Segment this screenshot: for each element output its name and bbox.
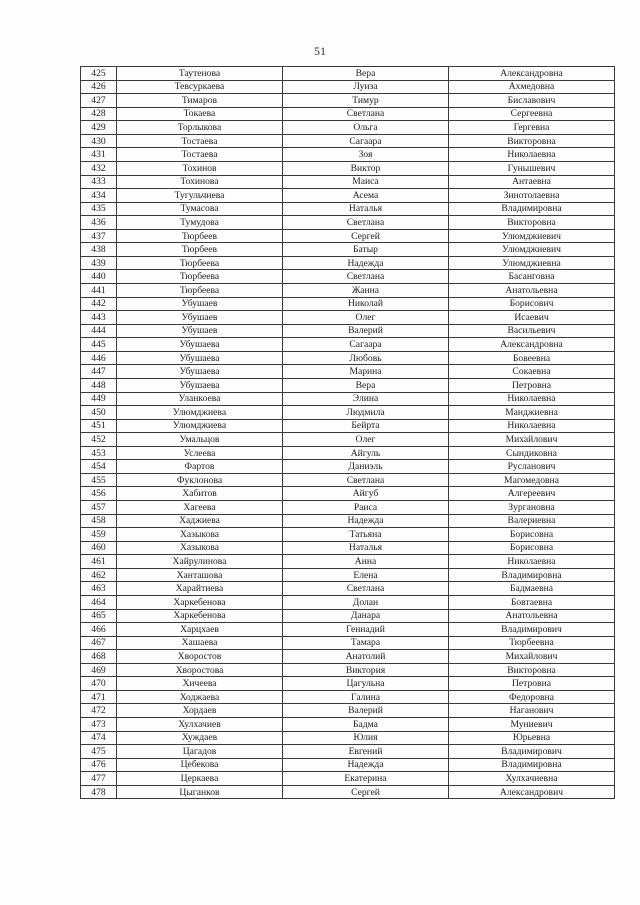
row-number-cell: 443 <box>81 311 117 325</box>
first-name-cell: Айгуб <box>283 487 449 501</box>
surname-cell: Цебекова <box>117 758 283 772</box>
row-number-cell: 445 <box>81 338 117 352</box>
patronymic-cell: Русланович <box>449 460 615 474</box>
patronymic-cell: Бовеевна <box>449 351 615 365</box>
row-number-cell: 447 <box>81 365 117 379</box>
surname-cell: Хашаева <box>117 636 283 650</box>
first-name-cell: Надежда <box>283 514 449 528</box>
row-number-cell: 432 <box>81 161 117 175</box>
first-name-cell: Геннадий <box>283 623 449 637</box>
table-row <box>81 745 615 759</box>
table-row <box>81 229 615 243</box>
patronymic-cell: Басанговна <box>449 270 615 284</box>
row-number-cell: 425 <box>81 67 117 81</box>
row-number-cell: 468 <box>81 650 117 664</box>
patronymic-cell: Ахмедовна <box>449 80 615 94</box>
table-row <box>81 121 615 135</box>
table-row <box>81 107 615 121</box>
surname-cell: Тугульчиева <box>117 189 283 203</box>
patronymic-cell: Юрьевна <box>449 731 615 745</box>
first-name-cell: Наталья <box>283 202 449 216</box>
first-name-cell: Светлана <box>283 107 449 121</box>
surname-cell: Хагеева <box>117 501 283 515</box>
row-number-cell: 469 <box>81 663 117 677</box>
table-row <box>81 338 615 352</box>
surname-cell: Хазыкова <box>117 528 283 542</box>
patronymic-cell: Улюмджиевич <box>449 229 615 243</box>
surname-cell: Хичеева <box>117 677 283 691</box>
first-name-cell: Виктор <box>283 161 449 175</box>
row-number-cell: 435 <box>81 202 117 216</box>
surname-cell: Цыганков <box>117 785 283 799</box>
table-row <box>81 216 615 230</box>
first-name-cell: Сергей <box>283 229 449 243</box>
patronymic-cell: Сокаевна <box>449 365 615 379</box>
first-name-cell: Сагаара <box>283 338 449 352</box>
table-row <box>81 677 615 691</box>
row-number-cell: 475 <box>81 745 117 759</box>
row-number-cell: 426 <box>81 80 117 94</box>
table-row <box>81 487 615 501</box>
first-name-cell: Олег <box>283 433 449 447</box>
patronymic-cell: Владимировна <box>449 202 615 216</box>
row-number-cell: 470 <box>81 677 117 691</box>
surname-cell: Таутенова <box>117 67 283 81</box>
table-row <box>81 392 615 406</box>
roster-table-body <box>81 67 615 799</box>
surname-cell: Тумудова <box>117 216 283 230</box>
patronymic-cell: Улюмджиевич <box>449 243 615 257</box>
surname-cell: Хордаев <box>117 704 283 718</box>
first-name-cell: Айгуль <box>283 446 449 460</box>
surname-cell: Хуждаев <box>117 731 283 745</box>
first-name-cell: Бейрта <box>283 419 449 433</box>
surname-cell: Харцхаев <box>117 623 283 637</box>
first-name-cell: Сергей <box>283 785 449 799</box>
table-row <box>81 351 615 365</box>
table-row <box>81 785 615 799</box>
table-row <box>81 473 615 487</box>
surname-cell: Харкебенова <box>117 595 283 609</box>
patronymic-cell: Анатольевна <box>449 284 615 298</box>
table-row <box>81 690 615 704</box>
table-row <box>81 270 615 284</box>
table-row <box>81 758 615 772</box>
first-name-cell: Елена <box>283 568 449 582</box>
first-name-cell: Светлана <box>283 216 449 230</box>
first-name-cell: Людмила <box>283 406 449 420</box>
first-name-cell: Даниэль <box>283 460 449 474</box>
row-number-cell: 453 <box>81 446 117 460</box>
surname-cell: Цагадов <box>117 745 283 759</box>
patronymic-cell: Борисович <box>449 297 615 311</box>
surname-cell: Тевсуркаева <box>117 80 283 94</box>
row-number-cell: 437 <box>81 229 117 243</box>
row-number-cell: 455 <box>81 473 117 487</box>
patronymic-cell: Борисовна <box>449 541 615 555</box>
patronymic-cell: Викторовна <box>449 216 615 230</box>
surname-cell: Убушаева <box>117 365 283 379</box>
patronymic-cell: Александровна <box>449 338 615 352</box>
row-number-cell: 460 <box>81 541 117 555</box>
first-name-cell: Надежда <box>283 758 449 772</box>
first-name-cell: Анна <box>283 555 449 569</box>
patronymic-cell: Петровна <box>449 378 615 392</box>
table-row <box>81 202 615 216</box>
table-row <box>81 460 615 474</box>
first-name-cell: Валерий <box>283 324 449 338</box>
first-name-cell: Маиса <box>283 175 449 189</box>
surname-cell: Тумасова <box>117 202 283 216</box>
patronymic-cell: Муниевич <box>449 718 615 732</box>
table-row <box>81 284 615 298</box>
patronymic-cell: Бадмаевна <box>449 582 615 596</box>
row-number-cell: 433 <box>81 175 117 189</box>
patronymic-cell: Викторовна <box>449 134 615 148</box>
first-name-cell: Раиса <box>283 501 449 515</box>
table-row <box>81 582 615 596</box>
patronymic-cell: Николаевна <box>449 148 615 162</box>
table-row <box>81 134 615 148</box>
first-name-cell: Цагульна <box>283 677 449 691</box>
surname-cell: Торлыкова <box>117 121 283 135</box>
patronymic-cell: Анатольевна <box>449 609 615 623</box>
patronymic-cell: Николаевна <box>449 555 615 569</box>
surname-cell: Харайтиева <box>117 582 283 596</box>
row-number-cell: 466 <box>81 623 117 637</box>
patronymic-cell: Михайлович <box>449 433 615 447</box>
table-row <box>81 623 615 637</box>
row-number-cell: 451 <box>81 419 117 433</box>
first-name-cell: Олег <box>283 311 449 325</box>
table-row <box>81 772 615 786</box>
first-name-cell: Марина <box>283 365 449 379</box>
surname-cell: Убушаев <box>117 324 283 338</box>
patronymic-cell: Хулхачиевна <box>449 772 615 786</box>
patronymic-cell: Николаевна <box>449 419 615 433</box>
surname-cell: Тюрбеев <box>117 243 283 257</box>
row-number-cell: 476 <box>81 758 117 772</box>
patronymic-cell: Антаевна <box>449 175 615 189</box>
patronymic-cell: Тюрбеевна <box>449 636 615 650</box>
table-row <box>81 419 615 433</box>
surname-cell: Фуклонова <box>117 473 283 487</box>
patronymic-cell: Зинотолаевна <box>449 189 615 203</box>
row-number-cell: 477 <box>81 772 117 786</box>
surname-cell: Убушаева <box>117 378 283 392</box>
first-name-cell: Батыр <box>283 243 449 257</box>
first-name-cell: Татьяна <box>283 528 449 542</box>
row-number-cell: 444 <box>81 324 117 338</box>
first-name-cell: Светлана <box>283 270 449 284</box>
row-number-cell: 427 <box>81 94 117 108</box>
table-row <box>81 406 615 420</box>
first-name-cell: Светлана <box>283 473 449 487</box>
row-number-cell: 434 <box>81 189 117 203</box>
table-row <box>81 324 615 338</box>
patronymic-cell: Борисовна <box>449 528 615 542</box>
table-row <box>81 175 615 189</box>
patronymic-cell: Викторовна <box>449 663 615 677</box>
table-row <box>81 243 615 257</box>
row-number-cell: 438 <box>81 243 117 257</box>
row-number-cell: 450 <box>81 406 117 420</box>
first-name-cell: Галина <box>283 690 449 704</box>
table-row <box>81 663 615 677</box>
surname-cell: Хулхачиев <box>117 718 283 732</box>
surname-cell: Убушаева <box>117 351 283 365</box>
row-number-cell: 442 <box>81 297 117 311</box>
table-row <box>81 365 615 379</box>
patronymic-cell: Владимирович <box>449 623 615 637</box>
table-row <box>81 433 615 447</box>
surname-cell: Улюмджиева <box>117 406 283 420</box>
surname-cell: Убушаев <box>117 311 283 325</box>
surname-cell: Хворостова <box>117 663 283 677</box>
table-row <box>81 161 615 175</box>
patronymic-cell: Наганович <box>449 704 615 718</box>
first-name-cell: Валерий <box>283 704 449 718</box>
row-number-cell: 463 <box>81 582 117 596</box>
first-name-cell: Элина <box>283 392 449 406</box>
table-row <box>81 650 615 664</box>
surname-cell: Уланкоева <box>117 392 283 406</box>
surname-cell: Тюрбеев <box>117 229 283 243</box>
surname-cell: Улюмджиева <box>117 419 283 433</box>
patronymic-cell: Зургановна <box>449 501 615 515</box>
first-name-cell: Вера <box>283 67 449 81</box>
row-number-cell: 457 <box>81 501 117 515</box>
first-name-cell: Сагаара <box>283 134 449 148</box>
row-number-cell: 474 <box>81 731 117 745</box>
surname-cell: Хворостов <box>117 650 283 664</box>
patronymic-cell: Алгереевич <box>449 487 615 501</box>
table-row <box>81 704 615 718</box>
surname-cell: Ханташова <box>117 568 283 582</box>
table-row <box>81 256 615 270</box>
table-row <box>81 514 615 528</box>
row-number-cell: 428 <box>81 107 117 121</box>
patronymic-cell: Александрович <box>449 785 615 799</box>
first-name-cell: Евгений <box>283 745 449 759</box>
surname-cell: Умальцов <box>117 433 283 447</box>
first-name-cell: Вера <box>283 378 449 392</box>
surname-cell: Тохинов <box>117 161 283 175</box>
row-number-cell: 465 <box>81 609 117 623</box>
patronymic-cell: Сындиковна <box>449 446 615 460</box>
first-name-cell: Светлана <box>283 582 449 596</box>
surname-cell: Убушаева <box>117 338 283 352</box>
first-name-cell: Долан <box>283 595 449 609</box>
patronymic-cell: Александровна <box>449 67 615 81</box>
first-name-cell: Виктория <box>283 663 449 677</box>
row-number-cell: 448 <box>81 378 117 392</box>
first-name-cell: Анатолий <box>283 650 449 664</box>
table-row <box>81 311 615 325</box>
surname-cell: Хайрулинова <box>117 555 283 569</box>
first-name-cell: Екатерина <box>283 772 449 786</box>
patronymic-cell: Бовтаевна <box>449 595 615 609</box>
first-name-cell: Ольга <box>283 121 449 135</box>
table-row <box>81 94 615 108</box>
first-name-cell: Данара <box>283 609 449 623</box>
table-row <box>81 636 615 650</box>
row-number-cell: 431 <box>81 148 117 162</box>
patronymic-cell: Сергеевна <box>449 107 615 121</box>
table-row <box>81 541 615 555</box>
row-number-cell: 467 <box>81 636 117 650</box>
patronymic-cell: Владимировна <box>449 758 615 772</box>
row-number-cell: 446 <box>81 351 117 365</box>
table-row <box>81 568 615 582</box>
patronymic-cell: Петровна <box>449 677 615 691</box>
row-number-cell: 452 <box>81 433 117 447</box>
surname-cell: Токаева <box>117 107 283 121</box>
patronymic-cell: Гунышевич <box>449 161 615 175</box>
row-number-cell: 439 <box>81 256 117 270</box>
row-number-cell: 436 <box>81 216 117 230</box>
first-name-cell: Бадма <box>283 718 449 732</box>
row-number-cell: 456 <box>81 487 117 501</box>
surname-cell: Церкаева <box>117 772 283 786</box>
table-row <box>81 189 615 203</box>
surname-cell: Тостаева <box>117 134 283 148</box>
first-name-cell: Любовь <box>283 351 449 365</box>
surname-cell: Тохинова <box>117 175 283 189</box>
patronymic-cell: Улюмджиевна <box>449 256 615 270</box>
patronymic-cell: Федоровна <box>449 690 615 704</box>
surname-cell: Хаджиева <box>117 514 283 528</box>
first-name-cell: Наталья <box>283 541 449 555</box>
first-name-cell: Надежда <box>283 256 449 270</box>
patronymic-cell: Биславович <box>449 94 615 108</box>
row-number-cell: 473 <box>81 718 117 732</box>
surname-cell: Тюрбеева <box>117 256 283 270</box>
surname-cell: Фартов <box>117 460 283 474</box>
surname-cell: Тюрбеева <box>117 270 283 284</box>
first-name-cell: Жанна <box>283 284 449 298</box>
table-row <box>81 80 615 94</box>
first-name-cell: Луиза <box>283 80 449 94</box>
surname-cell: Услеева <box>117 446 283 460</box>
patronymic-cell: Валериевна <box>449 514 615 528</box>
surname-cell: Тимаров <box>117 94 283 108</box>
surname-cell: Хабитов <box>117 487 283 501</box>
surname-cell: Тостаева <box>117 148 283 162</box>
row-number-cell: 461 <box>81 555 117 569</box>
first-name-cell: Юлия <box>283 731 449 745</box>
table-row <box>81 297 615 311</box>
patronymic-cell: Исаевич <box>449 311 615 325</box>
patronymic-cell: Владимирович <box>449 745 615 759</box>
table-row <box>81 555 615 569</box>
row-number-cell: 430 <box>81 134 117 148</box>
surname-cell: Убушаев <box>117 297 283 311</box>
table-row <box>81 528 615 542</box>
table-row <box>81 718 615 732</box>
table-row <box>81 731 615 745</box>
patronymic-cell: Николаевна <box>449 392 615 406</box>
first-name-cell: Асема <box>283 189 449 203</box>
row-number-cell: 458 <box>81 514 117 528</box>
patronymic-cell: Гергевна <box>449 121 615 135</box>
table-row <box>81 67 615 81</box>
row-number-cell: 462 <box>81 568 117 582</box>
first-name-cell: Николай <box>283 297 449 311</box>
row-number-cell: 471 <box>81 690 117 704</box>
surname-cell: Тюрбеева <box>117 284 283 298</box>
table-row <box>81 609 615 623</box>
row-number-cell: 459 <box>81 528 117 542</box>
table-row <box>81 446 615 460</box>
page-number: 51 <box>314 44 326 58</box>
table-row <box>81 148 615 162</box>
table-row <box>81 501 615 515</box>
row-number-cell: 478 <box>81 785 117 799</box>
row-number-cell: 449 <box>81 392 117 406</box>
row-number-cell: 464 <box>81 595 117 609</box>
first-name-cell: Тамара <box>283 636 449 650</box>
row-number-cell: 454 <box>81 460 117 474</box>
patronymic-cell: Манджиевна <box>449 406 615 420</box>
row-number-cell: 472 <box>81 704 117 718</box>
row-number-cell: 429 <box>81 121 117 135</box>
patronymic-cell: Магомедовна <box>449 473 615 487</box>
row-number-cell: 440 <box>81 270 117 284</box>
first-name-cell: Зоя <box>283 148 449 162</box>
patronymic-cell: Владимировна <box>449 568 615 582</box>
roster-table <box>80 66 615 799</box>
row-number-cell: 441 <box>81 284 117 298</box>
patronymic-cell: Михайлович <box>449 650 615 664</box>
table-row <box>81 378 615 392</box>
surname-cell: Харкебенова <box>117 609 283 623</box>
surname-cell: Хазыкова <box>117 541 283 555</box>
surname-cell: Ходжаева <box>117 690 283 704</box>
table-row <box>81 595 615 609</box>
patronymic-cell: Васильевич <box>449 324 615 338</box>
first-name-cell: Тимур <box>283 94 449 108</box>
